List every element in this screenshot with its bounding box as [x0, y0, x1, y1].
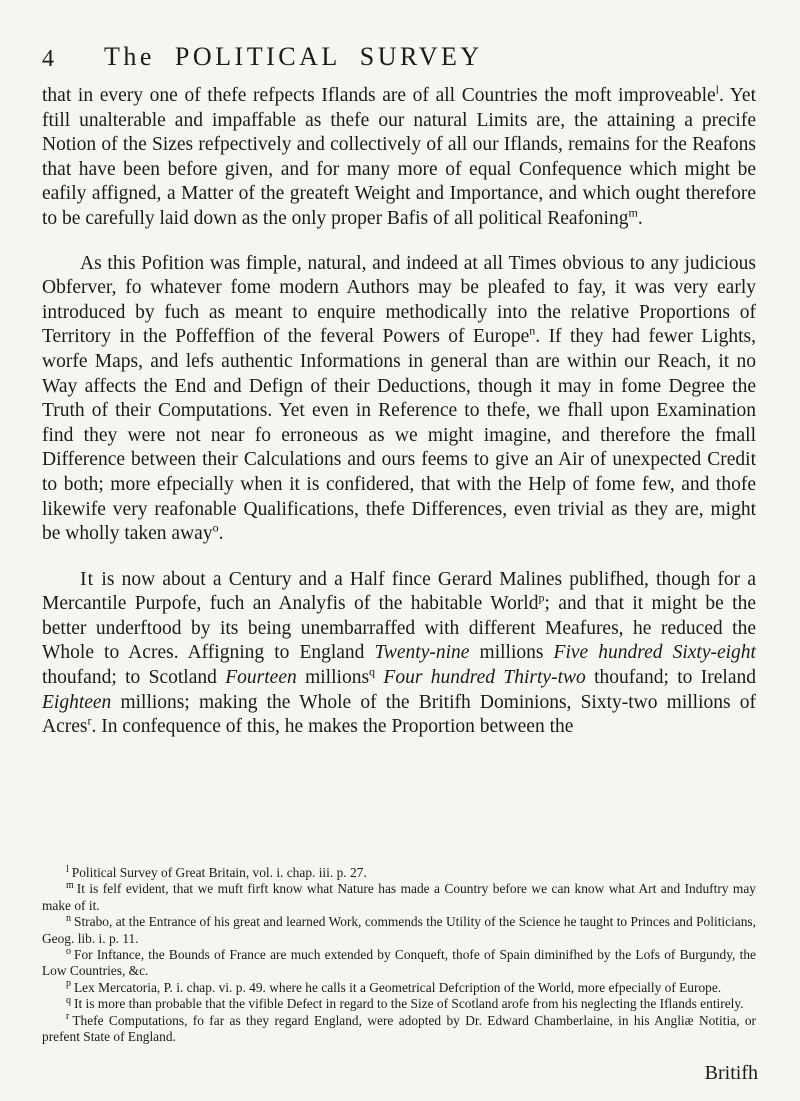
page-header — [42, 42, 758, 78]
text-run: thoufand; to Scotland — [42, 667, 226, 689]
footnote-text: Thefe Computations, fo far as they regard England, were adopted by Dr. Edward Chamberlaine, in his Angliæ Notitia, or prefent State of England. — [42, 1012, 756, 1045]
footnote-mark: o — [66, 945, 71, 957]
italic-run: Five hundred Sixty-eight — [553, 642, 756, 664]
footnote-ref: n — [529, 323, 536, 338]
footnote-text: Strabo, at the Entrance of his great and learned Work, commends the Utility of the Science he taught to Princes and Politicians, Geog. lib. i. p. 11. — [42, 914, 756, 946]
running-title: The POLITICAL SURVEY — [104, 42, 483, 71]
footnotes — [42, 865, 756, 1045]
footnote-text: Lex Mercatoria, P. i. chap. vi. p. 49. where he calls it a Geometrical Defcription of the World, more efpecially of Europe. — [74, 979, 722, 995]
footnote-mark: q — [66, 994, 71, 1006]
footnote — [42, 947, 756, 980]
main-text — [42, 84, 756, 740]
footnote — [42, 881, 756, 914]
footnote-mark: n — [66, 912, 71, 924]
italic-run: Twenty-nine — [374, 642, 470, 664]
text-run: millions — [469, 642, 554, 664]
footnote-ref: o — [212, 520, 219, 535]
footnote — [42, 914, 756, 947]
italic-run: Four hundred Thirty-two — [383, 667, 586, 689]
text-run: that in every one of thefe refpects Iflands are of all Countries the moft improveable — [42, 85, 716, 106]
footnote — [42, 996, 756, 1012]
italic-run: Fourteen — [225, 667, 297, 689]
footnote-text: It is more than probable that the vifible Defect in regard to the Size of Scotland arofe from his neglecting the Iflands entirely. — [74, 996, 744, 1012]
footnote — [42, 865, 756, 881]
text-run: . — [218, 523, 224, 545]
text-run: is now about a Century and a Half fince Gerard Malines publifhed, though for a Mercantile Purpofe, fuch an Analyfis of the habitable World — [42, 568, 756, 615]
paragraph-3 — [42, 567, 756, 740]
text-run: millions; making the Whole of the Britifh Dominions, Sixty-two millions of Acres — [42, 691, 756, 738]
page-number: 4 — [42, 46, 54, 72]
footnote-text: For Inftance, the Bounds of France are much extended by Conqueft, thofe of Spain diminifhed by the Lofs of Burgundy, the Low Countries, &c. — [42, 947, 756, 979]
text-run: . If they had fewer Lights, worfe Maps, and lefs authentic Informations in general than are within our Reach, it no Way affects the End and Defign of their Deductions, though it may in fome Degree the Truth of their Computations. Yet even in Reference to thefe, we fhall upon Examination find they were not near fo erroneous as we might imagine, and therefore the fmall Difference between their Calculations and ours feems to give an Air of unexpected Credit to both; more efpecially when it is confidered, that with the Help of fome few, and thofe likewife very reafonable Qualifications, thefe Differences, even trivial as they are, might be wholly taken away — [42, 326, 756, 545]
footnote-ref: m — [628, 205, 638, 220]
text-run: ; and that it might be the better underftood by its being unembarraffed with different Meafures, he reduced the Whole to Acres. Affigning to England — [42, 593, 756, 664]
text-run: thoufand; to Ireland — [585, 667, 756, 689]
catchword: Britifh — [704, 1062, 758, 1084]
footnote-mark: r — [66, 1011, 70, 1023]
footnote-mark: p — [66, 978, 71, 990]
footnote-mark: m — [66, 879, 74, 891]
footnote-ref: l — [715, 82, 719, 97]
footnote-ref: r — [87, 713, 92, 728]
footnote-mark: l — [66, 863, 69, 875]
text-run: millions — [296, 667, 370, 689]
lead-word: It — [80, 567, 95, 590]
italic-run: Eighteen — [42, 691, 112, 713]
paragraph-1 — [42, 84, 756, 232]
footnote — [42, 1013, 756, 1046]
paragraph-2 — [42, 252, 756, 547]
footnote-text: Political Survey of Great Britain, vol. i. chap. iii. p. 27. — [71, 865, 367, 880]
text-run: . In confequence of this, he makes the Proportion between the — [91, 716, 574, 738]
footnote-text: It is felf evident, that we muft firft know what Nature has made a Country before we can know what Art and Induftry may make of it. — [42, 881, 756, 913]
text-run: As this Pofition was fimple, natural, and indeed at all Times obvious to any judicious Obferver, fo whatever fome modern Authors may be pleafed to fay, it was very early introduced by fuch as meant to enquire methodically into the relative Proportions of Territory in the Poffeffion of the feveral Powers of Europe — [42, 252, 756, 348]
footnote-ref: q — [369, 664, 376, 679]
text-run: . Yet ftill unalterable and impaffable as thefe our natural Limits are, the attaining a precife Notion of the Sizes refpectively and collectively of all our Iflands, remains for the Reafons that have been before given, and for many more of equal Confequence which might be eafily affigned, a Matter of the greateft Weight and Importance, and which ought therefore to be carefully laid down as the only proper Bafis of all political Reafoning — [42, 85, 756, 229]
text-run: . — [637, 207, 643, 229]
footnote — [42, 980, 756, 996]
footnote-ref: p — [538, 590, 545, 605]
